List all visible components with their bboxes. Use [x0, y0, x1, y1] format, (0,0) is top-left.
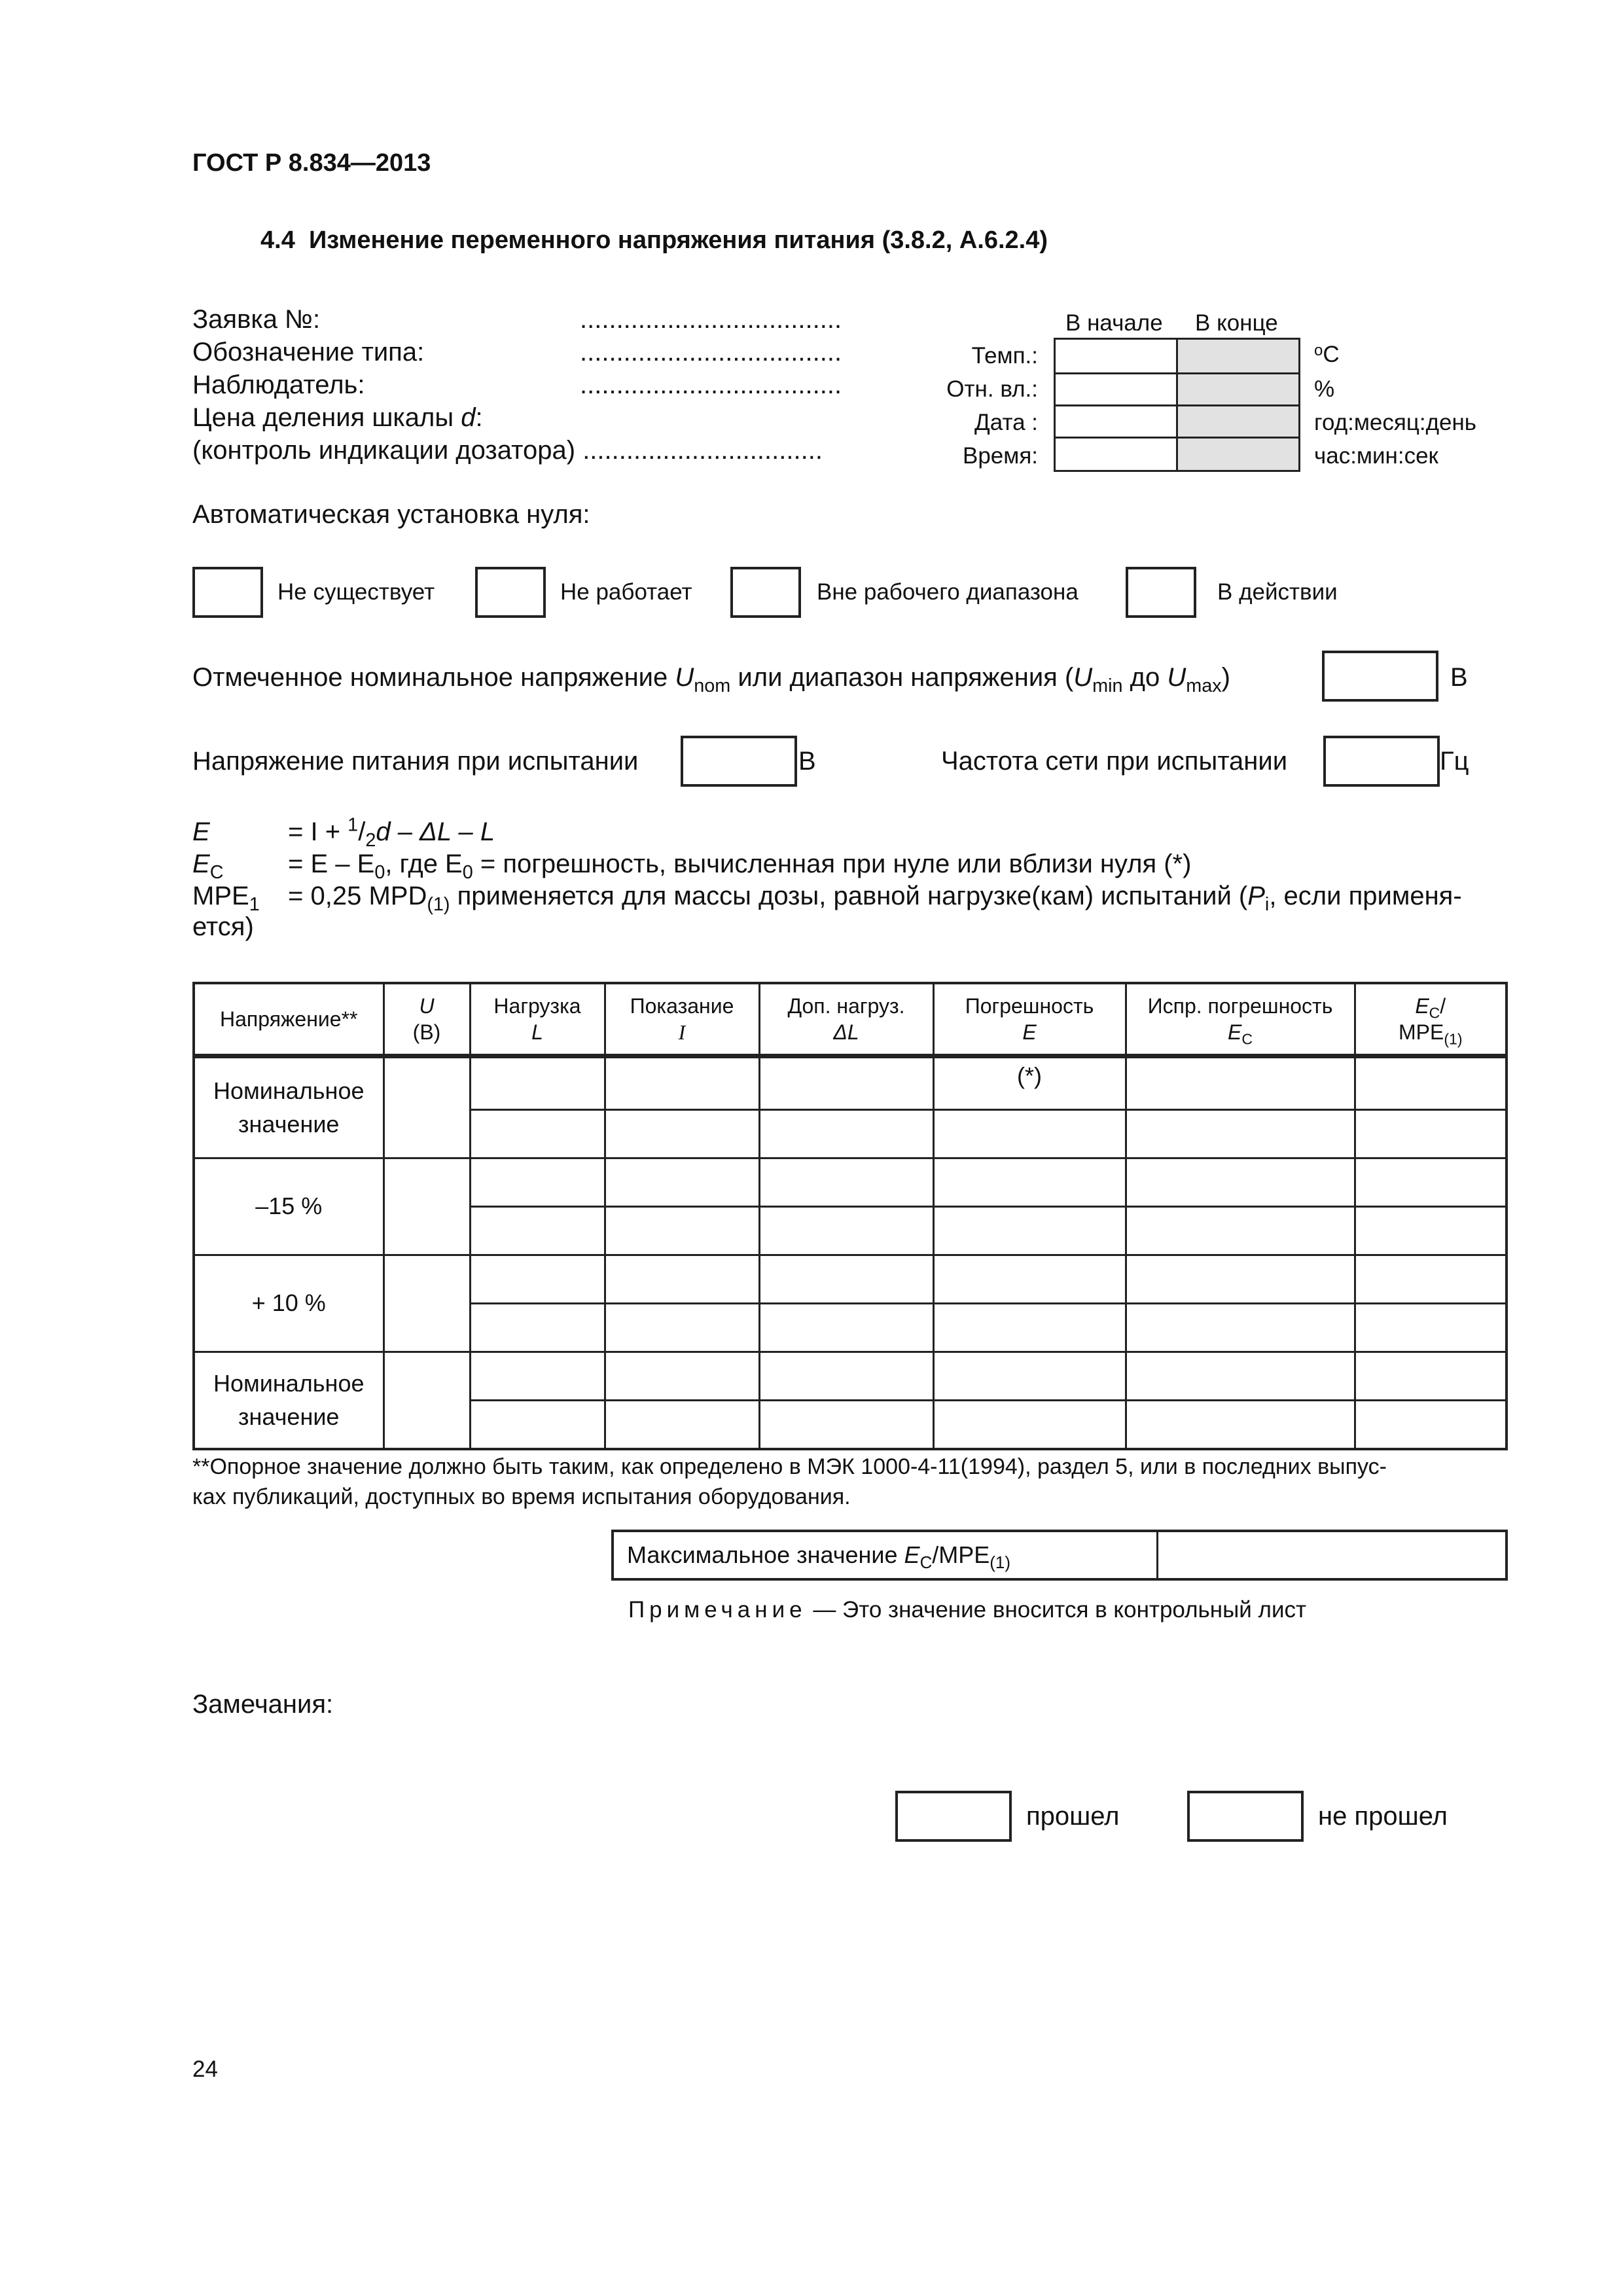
u-var: U: [1167, 663, 1186, 692]
header-sub: (1): [1444, 1030, 1463, 1048]
table-cell[interactable]: [1126, 1304, 1355, 1352]
table-cell[interactable]: [470, 1110, 605, 1158]
option-in-action-label: В действии: [1217, 579, 1338, 605]
table-cell[interactable]: [759, 1158, 933, 1207]
u-var: U: [1073, 663, 1093, 692]
formula-part: = E – E: [288, 850, 375, 878]
formula-sub: (1): [427, 894, 450, 915]
env-col-end: В конце: [1195, 310, 1278, 336]
formula-part: E: [192, 850, 210, 878]
row-label-text: Номинальное: [213, 1077, 365, 1105]
header-sub: C: [1429, 1004, 1440, 1022]
formula-part: = погрешность, вычисленная при нуле или вблизи нуля (*): [473, 850, 1192, 878]
nominal-voltage-unit: В: [1450, 663, 1468, 692]
remarks-label: Замечания:: [192, 1690, 334, 1719]
sub-max: max: [1186, 675, 1222, 696]
nominal-voltage-input[interactable]: [1322, 651, 1438, 702]
table-cell[interactable]: [1355, 1110, 1507, 1158]
row-label: [194, 1352, 383, 1450]
header-sub: C: [1241, 1030, 1253, 1048]
max-value-table: [611, 1530, 1508, 1581]
max-value-sub: C: [919, 1554, 933, 1573]
header-ec-mpe: [1355, 983, 1507, 1056]
checkbox-in-action[interactable]: [1126, 567, 1196, 618]
env-unit-text: C: [1323, 342, 1340, 367]
formula-mpe-name: [192, 882, 260, 915]
table-cell[interactable]: [1355, 1158, 1507, 1207]
env-label-humidity: Отн. вл.:: [946, 376, 1038, 402]
table-cell[interactable]: [1355, 1304, 1507, 1352]
footnote-line-2: ках публикаций, доступных во время испытания оборудования.: [192, 1484, 851, 1509]
table-row: [194, 1255, 1507, 1304]
text-part: ): [1221, 663, 1230, 692]
header-text: Погрешность: [965, 994, 1094, 1018]
table-cell[interactable]: [1126, 1207, 1355, 1255]
info-label: Заявка №:: [192, 305, 321, 334]
info-suffix: :: [475, 403, 483, 432]
table-cell[interactable]: [1126, 1110, 1355, 1158]
table-cell[interactable]: [470, 1401, 605, 1450]
formula-part: d – ΔL – L: [376, 817, 495, 846]
row-label-text: Номинальное: [213, 1370, 365, 1397]
env-end-humidity-cell[interactable]: [1176, 372, 1300, 406]
section-title: [260, 226, 1048, 255]
env-start-humidity-cell[interactable]: [1054, 372, 1178, 406]
table-row: [194, 1158, 1507, 1207]
u-cell[interactable]: [383, 1158, 470, 1255]
test-voltage-label: Напряжение питания при испытании: [192, 747, 639, 776]
header-text: Напряжение**: [220, 1007, 358, 1031]
info-label: Цена деления шкалы: [192, 403, 454, 432]
table-cell[interactable]: [605, 1158, 759, 1207]
row-label-text: значение: [238, 1110, 340, 1138]
info-label: (контроль индикации дозатора): [192, 436, 576, 465]
auto-zero-label: Автоматическая установка нуля:: [192, 500, 590, 529]
header-text: L: [531, 1020, 543, 1044]
page-number: 24: [192, 2056, 218, 2082]
table-cell[interactable]: [605, 1255, 759, 1304]
header-text: Нагрузка: [493, 994, 581, 1018]
u-cell[interactable]: [383, 1352, 470, 1450]
passed-checkbox[interactable]: [895, 1791, 1012, 1842]
section-number: 4.4: [260, 226, 295, 254]
formula-part: , если применя-: [1269, 882, 1462, 910]
degree-mark: o: [1314, 342, 1323, 359]
formula-part: = 0,25 MPD: [288, 882, 427, 910]
error-star-cell[interactable]: (*): [933, 1056, 1126, 1110]
formula-sub: 0: [462, 862, 473, 883]
header-load: [470, 983, 605, 1056]
info-dots[interactable]: ....................................: [580, 370, 842, 399]
standard-header: ГОСТ Р 8.834—2013: [192, 149, 431, 177]
header-text: ΔL: [833, 1020, 859, 1044]
info-label: Обозначение типа:: [192, 338, 425, 367]
info-label: Наблюдатель:: [192, 370, 365, 399]
env-unit-date: год:месяц:день: [1314, 410, 1477, 435]
table-cell[interactable]: [605, 1401, 759, 1450]
header-text: Показание: [630, 994, 734, 1018]
row-label-text: значение: [238, 1403, 340, 1430]
formula-mpe: [288, 882, 1462, 915]
table-cell[interactable]: [605, 1304, 759, 1352]
test-frequency-unit: Гц: [1440, 747, 1469, 776]
formula-mpe-continued: ется): [192, 912, 254, 941]
table-cell[interactable]: [759, 1255, 933, 1304]
header-text: /: [1440, 994, 1446, 1018]
measurement-table: [192, 982, 1508, 1450]
max-value-row: [613, 1531, 1507, 1579]
row-label: –15 %: [194, 1158, 383, 1255]
info-dots[interactable]: ....................................: [580, 338, 842, 367]
table-cell[interactable]: [933, 1207, 1126, 1255]
table-row: [194, 1056, 1507, 1110]
table-cell[interactable]: [1355, 1056, 1507, 1110]
u-var: U: [675, 663, 694, 692]
max-value-input[interactable]: [1157, 1531, 1507, 1579]
env-end-date-cell[interactable]: [1176, 404, 1300, 439]
formula-ec-name: [192, 850, 224, 883]
max-value-e: E: [904, 1541, 920, 1568]
env-unit-time: час:мин:сек: [1314, 443, 1438, 469]
env-col-start: В начале: [1065, 310, 1163, 336]
table-cell[interactable]: [605, 1352, 759, 1401]
note: [628, 1597, 1306, 1623]
header-u: [383, 983, 470, 1056]
info-field-request: [192, 305, 320, 334]
test-voltage-input[interactable]: [681, 736, 797, 787]
table-cell[interactable]: [1355, 1401, 1507, 1450]
table-cell[interactable]: [933, 1255, 1126, 1304]
table-row: [194, 1352, 1507, 1401]
sub-min: min: [1092, 675, 1123, 696]
env-unit-humidity: %: [1314, 376, 1335, 402]
option-not-exist-label: Не существует: [277, 579, 435, 605]
row-label: [194, 1056, 383, 1158]
row-label: + 10 %: [194, 1255, 383, 1352]
formula-sup: 1: [348, 814, 359, 836]
info-dots[interactable]: .................................: [582, 436, 823, 465]
note-label: Примечание: [628, 1597, 807, 1623]
env-label-time: Время:: [962, 443, 1038, 469]
table-cell[interactable]: [470, 1158, 605, 1207]
formula-sub: 2: [365, 830, 376, 851]
table-cell[interactable]: [1126, 1401, 1355, 1450]
max-value-text: Максимальное значение: [627, 1541, 904, 1568]
table-cell[interactable]: [759, 1207, 933, 1255]
header-voltage: [194, 983, 383, 1056]
header-text: I: [678, 1020, 686, 1044]
text-part: Отмеченное номинальное напряжение: [192, 663, 675, 692]
checkbox-not-working[interactable]: [475, 567, 546, 618]
header-text: U: [419, 994, 435, 1018]
passed-label: прошел: [1026, 1802, 1120, 1831]
info-var: d: [461, 403, 476, 432]
table-cell[interactable]: [470, 1056, 605, 1110]
table-cell[interactable]: [759, 1401, 933, 1450]
text-part: до: [1122, 663, 1168, 692]
u-cell[interactable]: [383, 1056, 470, 1158]
note-text: — Это значение вносится в контрольный лист: [806, 1597, 1307, 1623]
footnote-line-1: **Опорное значение должно быть таким, как определено в МЭК 1000-4-11(1994), раздел 5, или в последних выпус-: [192, 1454, 1387, 1479]
formula-e: [288, 814, 495, 851]
test-frequency-label: Частота сети при испытании: [941, 747, 1288, 776]
env-start-time-cell[interactable]: [1054, 437, 1178, 472]
failed-label: не прошел: [1318, 1802, 1448, 1831]
formula-part: = I +: [288, 817, 348, 846]
formula-sub: 0: [374, 862, 385, 883]
header-text: E: [1022, 1020, 1037, 1044]
formula-part: P: [1247, 882, 1265, 910]
test-voltage-unit: В: [798, 747, 816, 776]
info-field-type: [192, 338, 424, 367]
info-dots[interactable]: ....................................: [580, 305, 842, 334]
table-cell[interactable]: [933, 1352, 1126, 1401]
table-cell[interactable]: [759, 1110, 933, 1158]
table-cell[interactable]: [1355, 1255, 1507, 1304]
table-cell[interactable]: [933, 1110, 1126, 1158]
option-out-of-range-label: Вне рабочего диапазона: [817, 579, 1079, 605]
header-error: [933, 983, 1126, 1056]
env-label-date: Дата :: [974, 410, 1038, 435]
failed-checkbox[interactable]: [1187, 1791, 1304, 1842]
formula-sub: i: [1264, 894, 1270, 915]
table-cell[interactable]: [759, 1304, 933, 1352]
formula-sub: 1: [249, 894, 260, 915]
table-cell[interactable]: [470, 1255, 605, 1304]
env-label-temp: Темп.:: [971, 343, 1038, 368]
table-cell[interactable]: [1126, 1255, 1355, 1304]
table-cell[interactable]: [933, 1401, 1126, 1450]
formula-part: , где E: [385, 850, 463, 878]
env-start-temp-cell[interactable]: [1054, 338, 1178, 374]
table-cell[interactable]: [605, 1056, 759, 1110]
table-cell[interactable]: [1126, 1352, 1355, 1401]
table-header-row: [194, 983, 1507, 1056]
header-text: Доп. нагруз.: [787, 994, 905, 1018]
header-text: E: [1415, 994, 1429, 1018]
table-cell[interactable]: [605, 1110, 759, 1158]
formula-part: /: [358, 817, 366, 846]
sub-nom: nom: [694, 675, 731, 696]
env-start-date-cell[interactable]: [1054, 404, 1178, 439]
header-corrected-error: [1126, 983, 1355, 1056]
header-added-load: [759, 983, 933, 1056]
table-cell[interactable]: [933, 1158, 1126, 1207]
table-cell[interactable]: [759, 1056, 933, 1110]
table-cell[interactable]: [1355, 1207, 1507, 1255]
formula-ec: [288, 850, 1192, 883]
header-text: MPE: [1399, 1020, 1444, 1044]
header-text: E: [1228, 1020, 1242, 1044]
table-cell[interactable]: [470, 1304, 605, 1352]
text-part: или диапазон напряжения (: [730, 663, 1074, 692]
table-cell[interactable]: [1126, 1158, 1355, 1207]
formula-part: MPE: [192, 882, 249, 910]
max-value-mid: /MPE: [932, 1541, 990, 1568]
table-cell[interactable]: [759, 1352, 933, 1401]
max-value-sub: (1): [990, 1554, 1010, 1573]
header-text: (В): [412, 1020, 441, 1044]
table-cell[interactable]: [470, 1352, 605, 1401]
table-cell[interactable]: [1355, 1352, 1507, 1401]
env-unit-temp: [1314, 342, 1340, 368]
header-reading: [605, 983, 759, 1056]
table-cell[interactable]: [605, 1207, 759, 1255]
info-field-scale: [192, 403, 483, 433]
table-cell[interactable]: [470, 1207, 605, 1255]
test-frequency-input[interactable]: [1323, 736, 1440, 787]
checkbox-not-exist[interactable]: [192, 567, 263, 618]
formula-sub: C: [209, 862, 224, 883]
option-not-working-label: Не работает: [560, 579, 692, 605]
table-cell[interactable]: [933, 1304, 1126, 1352]
nominal-voltage-label: [192, 663, 1230, 696]
section-title-text: Изменение переменного напряжения питания (3.8.2, А.6.2.4): [308, 226, 1048, 254]
formula-part: применяется для массы дозы, равной нагрузке(кам) испытаний (: [450, 882, 1248, 910]
table-cell[interactable]: [1126, 1056, 1355, 1110]
info-field-observer: [192, 370, 365, 400]
max-value-label: [613, 1531, 1157, 1579]
header-text: Испр. погрешность: [1147, 994, 1333, 1018]
env-end-temp-cell[interactable]: [1176, 338, 1300, 374]
info-field-control: [192, 436, 823, 465]
checkbox-out-of-range[interactable]: [730, 567, 801, 618]
formula-e-name: E: [192, 817, 210, 846]
u-cell[interactable]: [383, 1255, 470, 1352]
env-end-time-cell[interactable]: [1176, 437, 1300, 472]
